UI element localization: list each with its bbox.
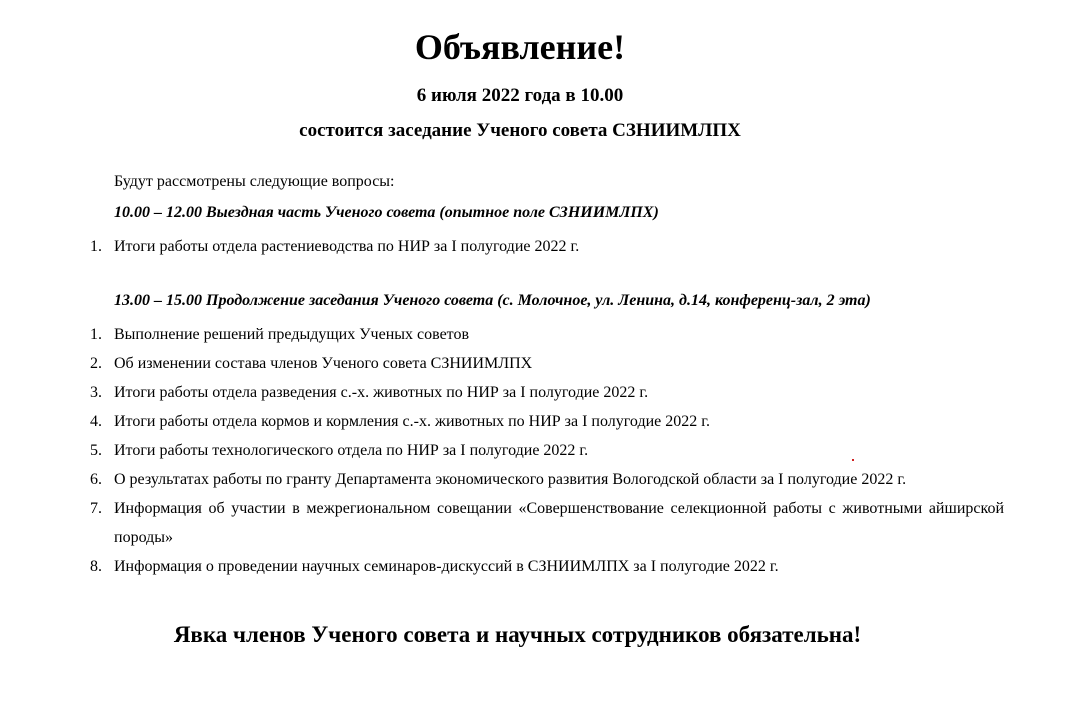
list-item bbox=[0, 552, 1010, 581]
list-item-number: 4. bbox=[90, 413, 102, 430]
list-item bbox=[0, 378, 1010, 407]
list-item-number: 1. bbox=[90, 326, 102, 343]
list-item bbox=[0, 320, 1010, 349]
session-1-list bbox=[0, 232, 1010, 261]
session-1-heading: 10.00 – 12.00 Выездная часть Ученого совета (опытное поле СЗНИИМЛПХ) bbox=[114, 204, 659, 221]
list-item-text: Итоги работы технологического отдела по НИР за I полугодие 2022 г. bbox=[114, 442, 589, 459]
meeting-subtitle: состоится заседание Ученого совета СЗНИИМЛПХ bbox=[299, 120, 741, 141]
list-item-text: Выполнение решений предыдущих Ученых советов bbox=[114, 326, 470, 343]
list-item-number: 8. bbox=[90, 558, 102, 575]
list-item-text: Информация об участии в межрегиональном совещании «Совершенствование селекционной работы с животными айширской породы» bbox=[114, 500, 1004, 546]
list-item bbox=[0, 465, 1010, 494]
list-item-text: Итоги работы отдела разведения с.-х. животных по НИР за I полугодие 2022 г. bbox=[114, 384, 649, 401]
list-item-number: 2. bbox=[90, 355, 102, 372]
list-item-text: Информация о проведении научных семинаров-дискуссий в СЗНИИМЛПХ за I полугодие 2022 г. bbox=[114, 558, 779, 575]
list-item-number: 7. bbox=[90, 500, 102, 517]
closing-notice: Явка членов Ученого совета и научных сотрудников обязательна! bbox=[173, 622, 862, 647]
list-item bbox=[0, 232, 1010, 261]
agenda-intro: Будут рассмотрены следующие вопросы: bbox=[114, 173, 395, 190]
list-item bbox=[0, 407, 1010, 436]
list-item bbox=[0, 436, 1010, 465]
stray-mark bbox=[852, 459, 854, 461]
list-item-text: Итоги работы отдела кормов и кормления с.-х. животных по НИР за I полугодие 2022 г. bbox=[114, 413, 711, 430]
list-item-text: Итоги работы отдела растениеводства по НИР за I полугодие 2022 г. bbox=[114, 238, 580, 255]
list-item-number: 3. bbox=[90, 384, 102, 401]
list-item-text: О результатах работы по гранту Департамента экономического развития Вологодской области за I полугодие 2022 г. bbox=[114, 471, 907, 488]
session-2-list bbox=[0, 320, 1010, 581]
session-2-heading: 13.00 – 15.00 Продолжение заседания Ученого совета (с. Молочное, ул. Ленина, д.14, конференц-зал, 2 эта) bbox=[114, 292, 871, 309]
meeting-date: 6 июля 2022 года в 10.00 bbox=[416, 85, 624, 106]
list-item-number: 6. bbox=[90, 471, 102, 488]
list-item bbox=[0, 494, 1010, 552]
page-title: Объявление! bbox=[414, 27, 626, 67]
list-item-text: Об изменении состава членов Ученого совета СЗНИИМЛПХ bbox=[114, 355, 533, 372]
list-item-number: 1. bbox=[90, 238, 102, 255]
list-item-number: 5. bbox=[90, 442, 102, 459]
list-item bbox=[0, 349, 1010, 378]
